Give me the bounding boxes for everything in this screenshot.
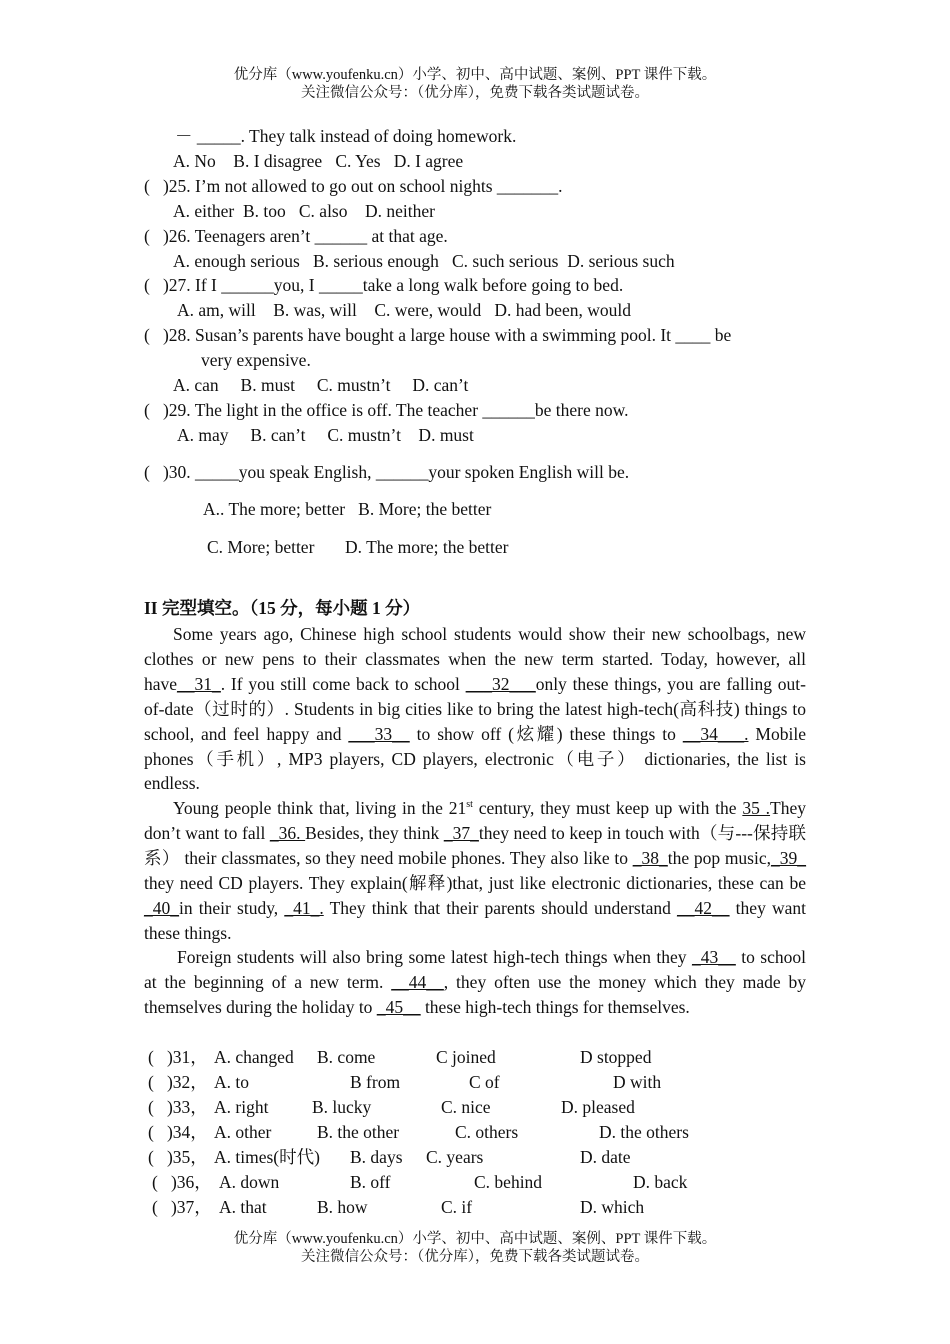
p3-text: Foreign students will also bring some latest high-tech things when they [177, 947, 693, 967]
blank-44: __44__ [391, 971, 444, 992]
p2-text: they need to keep in touch with（与---保持联系） their classmates, so they need mobile phones. They also like to [144, 822, 807, 868]
cloze-option-row-36 [0, 1171, 950, 1193]
option-b: B. days [350, 1147, 403, 1167]
option-b: B. off [350, 1172, 391, 1192]
cloze-option-row-33 [0, 1096, 950, 1118]
p2-text: century, they must keep up with the [472, 798, 743, 818]
option-c: C of [469, 1072, 500, 1092]
cloze-option-row-32 [0, 1071, 950, 1093]
option-d: D. date [580, 1147, 631, 1167]
p3-text: these high-tech things for themselves. [420, 996, 690, 1017]
blank-38: _38_ [632, 847, 668, 868]
option-c: C. years [426, 1147, 484, 1167]
blank-45: _45__ [376, 996, 421, 1017]
p2-text: Young people think that, living in the 21 [173, 798, 467, 818]
question-number: ( )32， [148, 1072, 208, 1092]
p2-text: They think that their parents should understand [323, 897, 678, 918]
cloze-paragraph-3 [144, 945, 806, 1020]
blank-35: 35 . [742, 798, 771, 818]
q29-options: A. may B. can’t C. mustn’t D. must [177, 425, 474, 445]
question-number: ( )35， [148, 1147, 208, 1167]
cloze-paragraph-2 [144, 796, 806, 945]
cloze-paragraph-1 [144, 622, 806, 796]
p2-text: they need CD players. They explain(解释)that, just like electronic dictionaries, these can be [144, 872, 806, 893]
q25-options: A. either B. too C. also D. neither [173, 201, 435, 221]
option-b: B. come [317, 1047, 376, 1067]
option-b: B from [350, 1072, 401, 1092]
blank-32: ___32___ [465, 673, 536, 694]
p1-text: . If you still come back to school [220, 673, 466, 694]
option-d: D. pleased [561, 1097, 635, 1117]
p3-text: , they often use the money which they made by themselves during the holiday to [144, 971, 807, 1017]
p3-text: to school at the beginning of a new term. [144, 947, 806, 992]
cloze-option-row-37 [0, 1196, 950, 1218]
blank-40: _40_ [144, 897, 179, 918]
page-header [0, 66, 950, 102]
page-footer [0, 1230, 950, 1266]
footer-line-1: 优分库（www.youfenku.cn）小学、初中、高中试题、案例、PPT 课件下载。 [233, 1231, 717, 1247]
option-c: C. nice [441, 1097, 491, 1117]
question-number: ( )36， [152, 1172, 212, 1192]
blank-43: _43__ [692, 947, 736, 967]
header-line-1: 优分库（www.youfenku.cn）小学、初中、高中试题、案例、PPT 课件下载。 [233, 67, 717, 83]
cloze-option-row-31 [0, 1046, 950, 1068]
option-a: A. down [219, 1172, 280, 1192]
q28-options: A. can B. must C. mustn’t D. can’t [173, 375, 469, 395]
option-b: B. the other [317, 1122, 400, 1142]
p2-text: the pop music, [667, 847, 772, 868]
option-b: B. lucky [312, 1097, 372, 1117]
blank-42: __42__ [677, 897, 730, 918]
p2-text: Besides, they think [305, 822, 444, 843]
p1-text: only these things, you are falling out-of-date（过时的）. Students in big cities like to bring the latest high-tech(高科技) things to school, and feel happy and [144, 673, 806, 744]
q24-prompt: － _____. They talk instead of doing homework. [175, 126, 517, 146]
p2-text: in their study, [179, 897, 285, 918]
cloze-option-row-35 [0, 1146, 950, 1168]
option-c: C. behind [474, 1172, 543, 1192]
blank-41: _41_. [284, 897, 324, 918]
option-a: A. changed [214, 1047, 294, 1067]
option-a: A. times(时代) [214, 1147, 320, 1167]
header-line-2: 关注微信公众号：（优分库），免费下载各类试题试卷。 [301, 85, 649, 101]
q24-options: A. No B. I disagree C. Yes D. I agree [173, 151, 464, 171]
option-a: A. other [214, 1122, 272, 1142]
p2-text: They don’t want to fall [144, 798, 807, 843]
option-c: C. if [441, 1197, 473, 1217]
option-a: A. to [214, 1072, 249, 1092]
option-d: D stopped [580, 1047, 652, 1067]
q30-options-2: C. More; better D. The more; the better [207, 537, 509, 557]
q27-options: A. am, will B. was, will C. were, would D. had been, would [177, 300, 631, 320]
option-d: D with [613, 1072, 662, 1092]
p1-text: Mobile phones（手机）, MP3 players, CD players, electronic（电子） dictionaries, the list is endless. [144, 723, 806, 794]
q25-stem: ( )25. I’m not allowed to go out on school nights _______. [144, 176, 563, 196]
superscript-st: st [466, 799, 473, 811]
option-d: D. which [580, 1197, 645, 1217]
p2-text: they want these things. [144, 897, 807, 943]
question-number: ( )33， [148, 1097, 208, 1117]
blank-31: __31_ [177, 673, 221, 694]
blank-33: ___33__ [348, 723, 410, 744]
question-number: ( )34， [148, 1122, 208, 1142]
blank-39: _39_ [771, 847, 807, 868]
option-d: D. back [633, 1172, 688, 1192]
option-d: D. the others [599, 1122, 689, 1142]
p1-text: to show off (炫耀) these things to [409, 723, 683, 744]
q26-stem: ( )26. Teenagers aren’t ______ at that age. [144, 226, 448, 246]
q27-stem: ( )27. If I ______you, I _____take a long walk before going to bed. [144, 275, 624, 295]
q28-stem: ( )28. Susan’s parents have bought a large house with a swimming pool. It ____ be [144, 325, 732, 345]
q30-stem: ( )30. _____you speak English, ______your spoken English will be. [144, 462, 630, 482]
section-2-title: II 完型填空。（15 分，每小题 1 分） [144, 598, 421, 618]
p1-text: Some years ago, Chinese high school students would show their new schoolbags, new clothes or new pens to their classmates when the new term started. Today, however, all have [144, 624, 806, 694]
blank-37: _37_ [443, 822, 479, 843]
blank-36: _36. [269, 822, 306, 843]
cloze-option-row-34 [0, 1121, 950, 1143]
q29-stem: ( )29. The light in the office is off. The teacher ______be there now. [144, 400, 629, 420]
option-a: A. right [214, 1097, 269, 1117]
question-number: ( )31， [148, 1047, 208, 1067]
q30-options-1: A.. The more; better B. More; the better [203, 499, 492, 519]
option-a: A. that [219, 1197, 267, 1217]
q28-stem-continued: very expensive. [201, 350, 311, 370]
option-b: B. how [317, 1197, 368, 1217]
q26-options: A. enough serious B. serious enough C. such serious D. serious such [173, 251, 675, 271]
blank-34: __34___. [682, 723, 749, 744]
option-c: C. others [455, 1122, 519, 1142]
option-c: C joined [436, 1047, 496, 1067]
question-number: ( )37， [152, 1197, 212, 1217]
footer-line-2: 关注微信公众号：（优分库），免费下载各类试题试卷。 [301, 1249, 649, 1265]
